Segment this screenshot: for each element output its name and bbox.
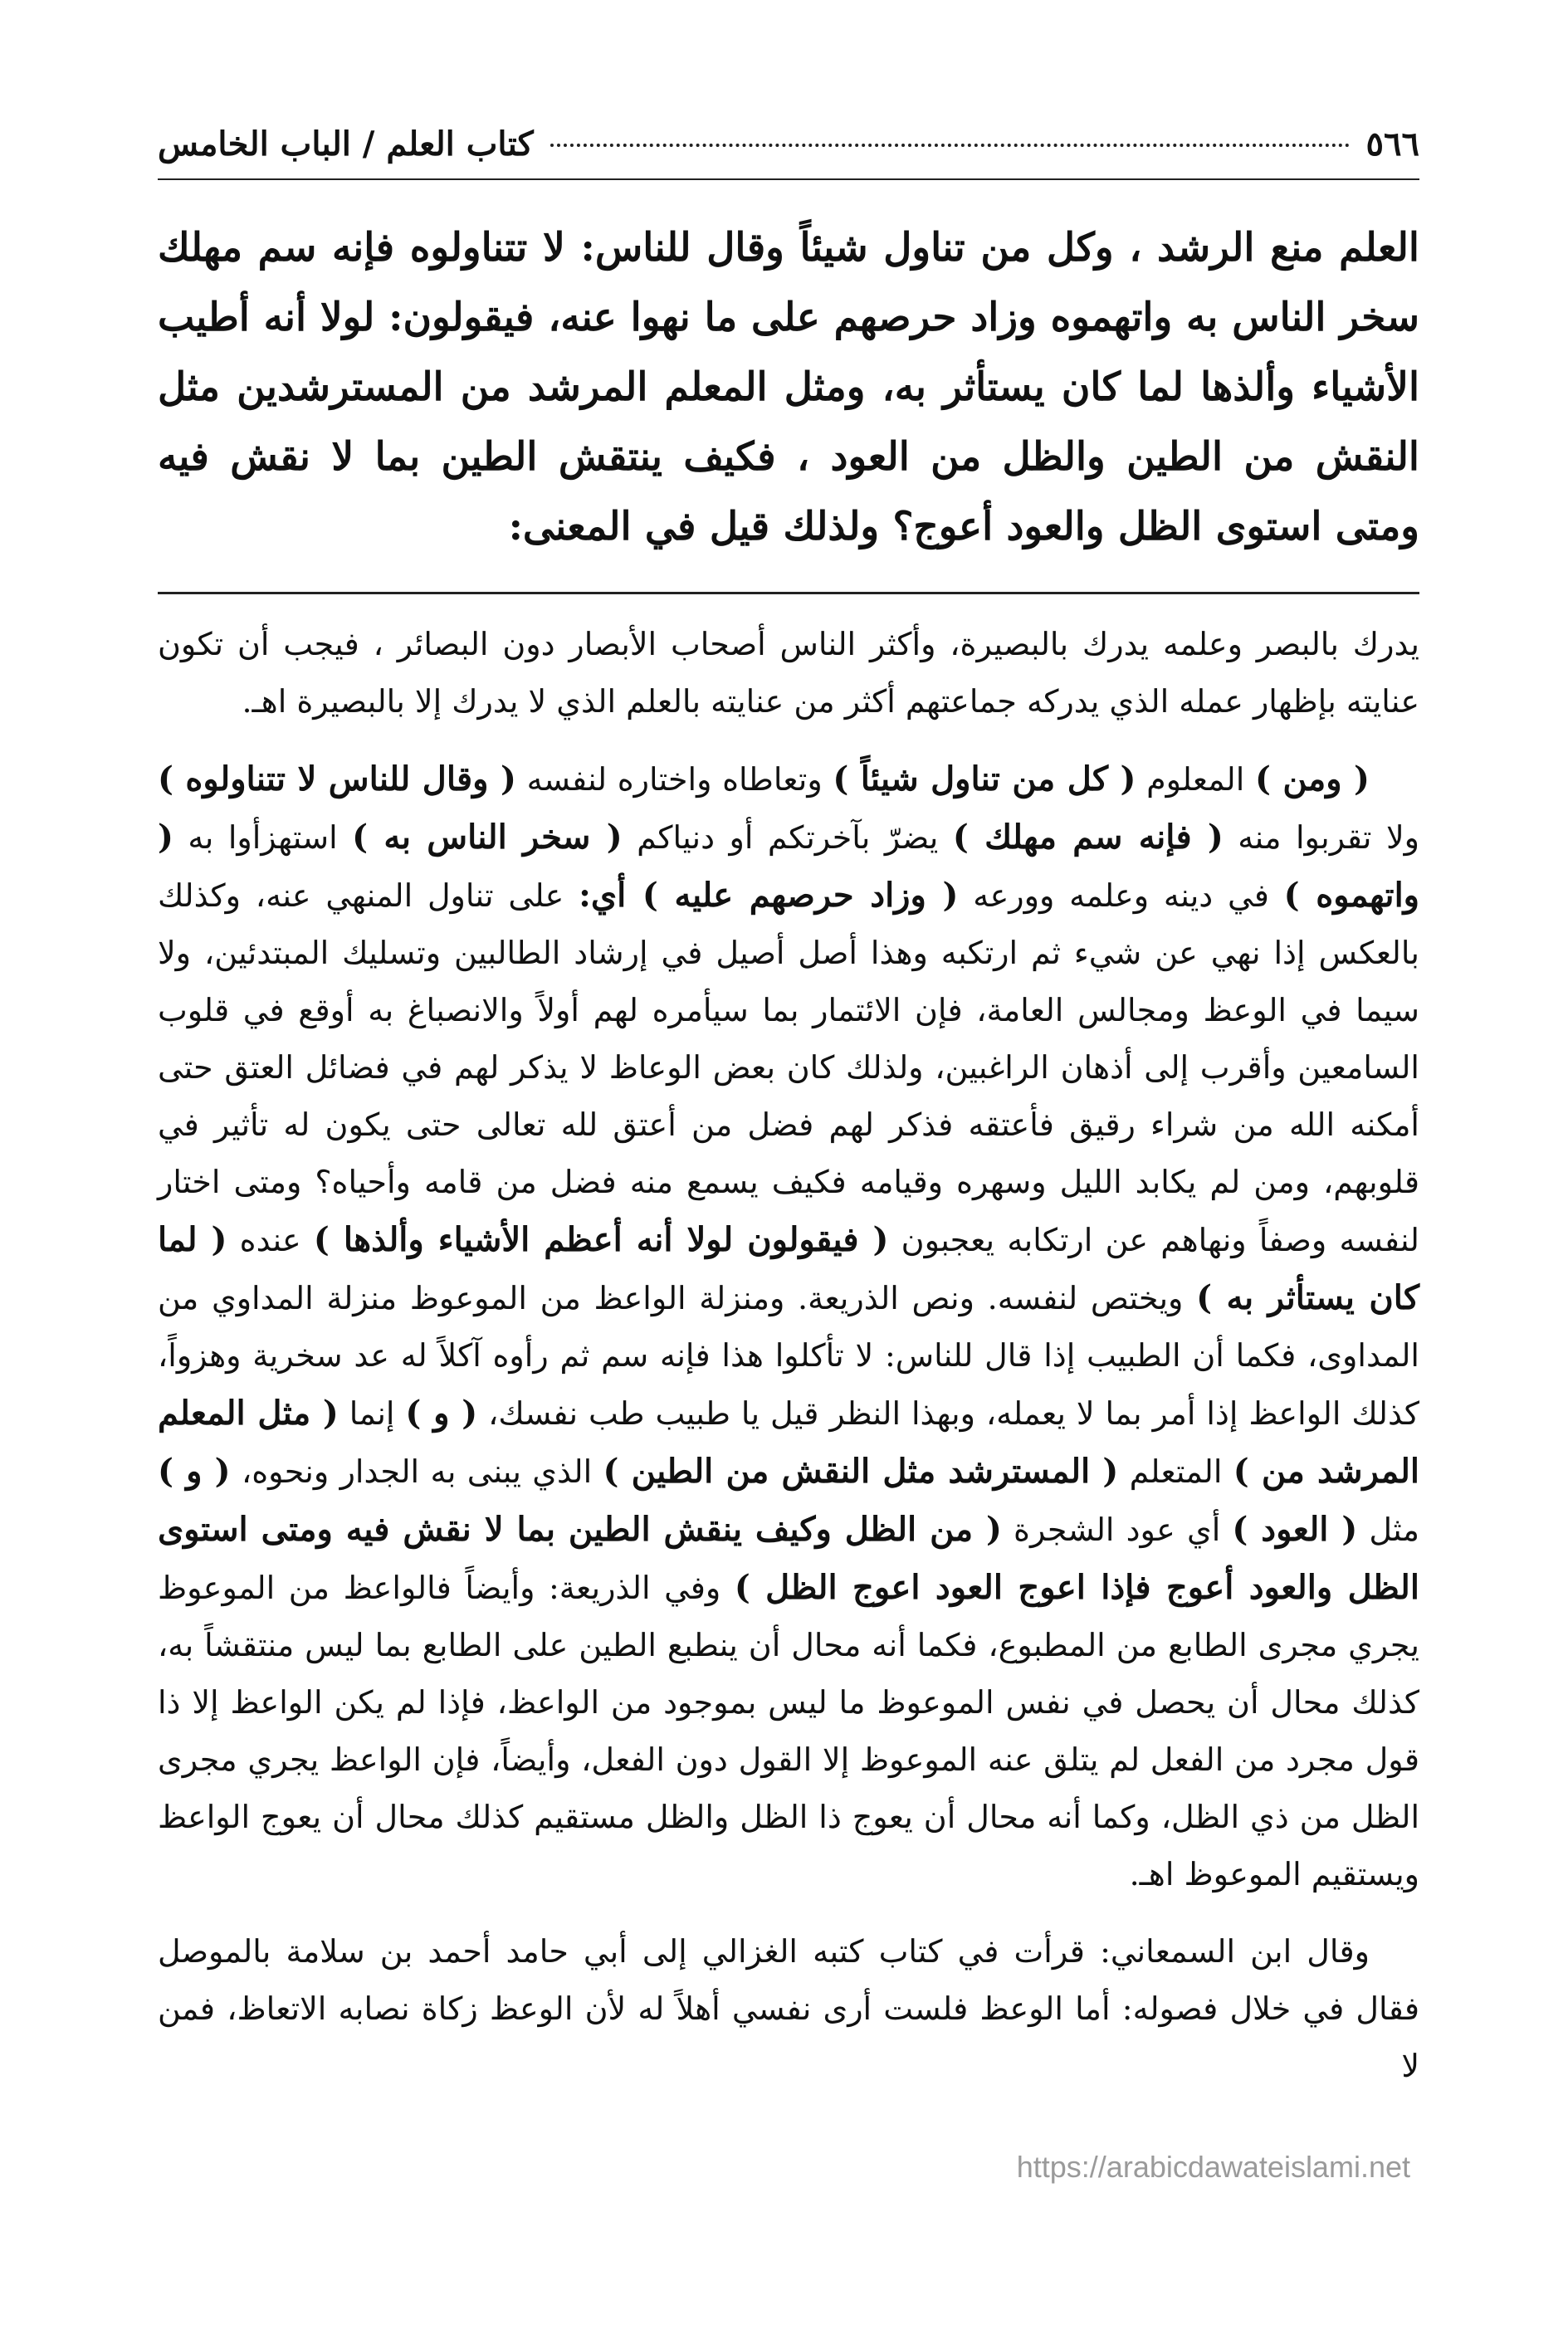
page-number: ٥٦٦ — [1365, 125, 1419, 164]
chapter-title: كتاب العلم / الباب الخامس — [158, 125, 534, 164]
commentary-paragraph-3: وقال ابن السمعاني: قرأت في كتاب كتبه الغزالي إلى أبي حامد أحمد بن سلامة بالموصل فقال في خلال فصوله: أما الوعظ فلست أرى نفسي أهلاً له لأن الوعظ زكاة نصابه الاتعاظ، فمن لا — [158, 1933, 1419, 2084]
main-text: العلم منع الرشد ، وكل من تناول شيئاً وقال للناس: لا تتناولوه فإنه سم مهلك سخر الناس به واتهموه وزاد حرصهم على ما نهوا عنه، فيقولون: لولا أنه أطيب الأشياء وألذها لما كان يستأثر به، ومثل المعلم المرشد من المسترشدين مثل النقش من الطين والظل من العود ، فكيف ينتقش الطين بما لا نقش فيه ومتى استوى الظل والعود أعوج؟ ولذلك قيل في المعنى: — [158, 225, 1419, 549]
quoted-text-segment: ( سخر الناس به ) — [352, 818, 623, 857]
quoted-text-segment: ( العود ) — [1232, 1510, 1358, 1549]
commentary-text-segment: عنده — [227, 1222, 314, 1258]
commentary-text-segment: الذي يبنى به الجدار ونحوه، — [230, 1453, 603, 1490]
commentary-text-segment: إنما — [338, 1395, 406, 1432]
header-dots — [550, 144, 1350, 147]
quoted-text-segment: ( وزاد حرصهم عليه ) أي: — [579, 876, 959, 915]
commentary-text-segment: المتعلم — [1118, 1453, 1233, 1490]
quoted-text-segment: ( واتهموه ) — [158, 818, 1419, 915]
quoted-text-segment: ( فإنه سم مهلك ) — [952, 818, 1224, 857]
quoted-text-segment: ( ومن ) — [1254, 759, 1370, 798]
running-header — [158, 125, 1419, 180]
commentary-paragraph-1: يدرك بالبصر وعلمه يدرك بالبصيرة، وأكثر الناس أصحاب الأبصار دون البصائر ، فيجب أن تكون عنايته بإظهار عمله الذي يدركه جماعتهم أكثر من عنايته بالعلم الذي لا يدرك إلا بالبصيرة اهـ. — [158, 626, 1419, 720]
quoted-text-segment: ( من الظل وكيف ينقش الطين بما لا نقش فيه ومتى استوى الظل والعود أعوج فإذا اعوج العود اعوج الظل ) — [158, 1510, 1419, 1607]
quoted-text-segment: ( مثل المعلم المرشد من ) — [158, 1394, 1419, 1491]
commentary-text-segment: استهزأوا به — [173, 819, 353, 856]
commentary-text-segment: وفي الذريعة: وأيضاً فالواعظ من الموعوظ يجري مجرى الطابع من المطبوع، فكما أنه محال أن ينطبع الطين على الطابع بما ليس منتقشاً به، كذلك محال أن يحصل في نفس الموعوظ ما ليس بموجود من الواعظ، فإذا لم يكن الواعظ إلا ذا قول مجرد من الفعل لم يتلق عنه الموعوظ إلا القول دون الفعل، وأيضاً، فإن الواعظ يجري مجرى الظل من ذي الظل، وكما أنه محال أن يعوج ذا الظل والظل مستقيم كذلك محال أن يعوج الواعظ ويستقيم الموعوظ اهـ. — [158, 1570, 1419, 1892]
commentary-text-segment: أي عود الشجرة — [1001, 1511, 1233, 1548]
commentary-text-segment: في دينه وعلمه وورعه — [958, 877, 1284, 914]
commentary-text-segment: ولا تقربوا منه — [1223, 819, 1420, 856]
commentary-text-segment: ويختص لنفسه. ونص الذريعة. ومنزلة الواعظ من الموعوظ منزلة المداوي من المداوى، فكما أن الطبيب إذا قال للناس: لا تأكلوا هذا فإنه سم ثم رأوه آكلاً له عد سخرية وهزواً، كذلك الواعظ إذا أمر بما لا يعمله، وبهذا النظر قيل يا طبيب طب نفسك، — [158, 1280, 1419, 1432]
commentary-text-segment: على تناول المنهي عنه، وكذلك بالعكس إذا نهي عن شيء ثم ارتكبه وهذا أصل أصيل في إرشاد الطالبين وتسليك المبتدئين، ولا سيما في الوعظ ومجالس العامة، فإن الائتمار بما سيأمره لهم أولاً والانصباغ به أوقع في قلوب السامعين وأقرب إلى أذهان الراغبين، ولذلك كان بعض الوعاظ لا يذكر لهم في فضائل العتق حتى أمكنه الله من شراء رقيق فأعتقه فذكر لهم فضل من أعتق لله تعالى حتى يكون له تأثير في قلوبهم، ومن لم يكابد الليل وسهره وقيامه فكيف يسمع منه فضل من قامه وأحياه؟ ومتى اختار لنفسه وصفاً ونهاهم عن ارتكابه يعجبون — [158, 877, 1419, 1258]
quoted-text-segment: ( المسترشد مثل النقش من الطين ) — [603, 1452, 1119, 1491]
book-page — [158, 125, 1419, 2095]
commentary — [158, 616, 1419, 2095]
quoted-text-segment: ( وقال للناس لا تتناولوه ) — [158, 759, 516, 798]
quoted-text-segment: ( و ) — [405, 1394, 478, 1433]
commentary-text-segment: مثل — [1357, 1511, 1419, 1548]
commentary-text-segment: المعلوم — [1136, 761, 1255, 798]
quoted-text-segment: ( و ) — [158, 1452, 231, 1491]
quoted-text-segment: ( لما كان يستأثر به ) — [158, 1220, 1419, 1317]
quoted-text-segment: ( كل من تناول شيئاً ) — [833, 759, 1136, 798]
watermark-url: https://arabicdawateislami.net — [1016, 2150, 1410, 2184]
commentary-text-segment: يضرّ بآخرتكم أو دنياكم — [622, 819, 953, 856]
quoted-text-segment: ( فيقولون لولا أنه أعظم الأشياء وألذها ) — [313, 1220, 889, 1259]
commentary-paragraph-2 — [158, 750, 1419, 1903]
commentary-text-segment: وتعاطاه واختاره لنفسه — [515, 761, 833, 798]
footnote-divider — [158, 592, 1419, 594]
